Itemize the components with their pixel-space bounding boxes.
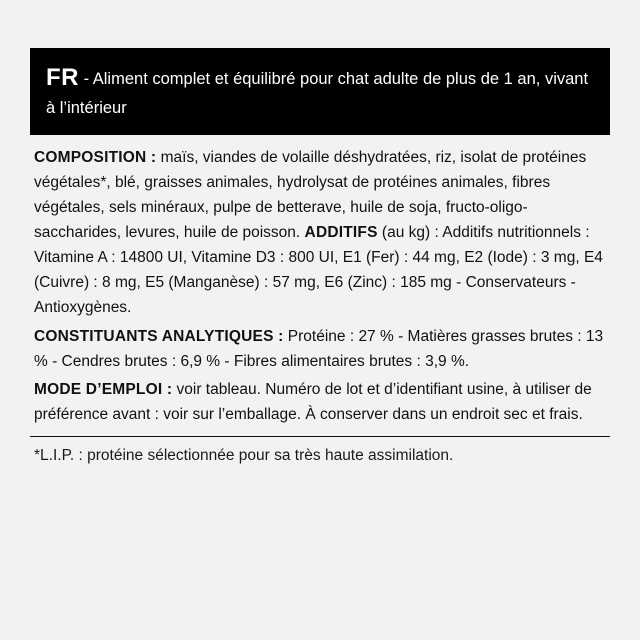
language-code: FR: [46, 64, 79, 91]
section-composition: [34, 145, 604, 321]
composition-heading: COMPOSITION :: [34, 148, 157, 166]
constituants-heading: CONSTITUANTS ANALYTIQUES :: [34, 327, 284, 345]
additifs-heading: ADDITIFS: [304, 224, 378, 242]
section-constituants-analytiques: [34, 324, 604, 374]
additifs-text: (au kg) : Additifs nutritionnels : Vitamine A : 14800 UI, Vitamine D3 : 800 UI, E1 (Fer) : 44 mg, E2 (Iode) : 3 mg, E4 (Cuivre) : 8 mg, E5 (Manganèse) : 57 mg, E6 (Zinc) : 185 mg - Conservateurs - Antioxygènes.: [34, 224, 603, 317]
mode-emploi-text: voir tableau. Numéro de lot et d’identifiant usine, à utiliser de préférence avant : voir sur l’emballage. À conserver dans un endroit sec et frais.: [34, 380, 592, 423]
language-header-bar: [30, 48, 610, 135]
footnote-divider: [30, 436, 610, 437]
label-body: [30, 135, 610, 427]
constituants-text: Protéine : 27 % - Matières grasses brutes : 13 % - Cendres brutes : 6,9 % - Fibres alimentaires brutes : 3,9 %.: [34, 327, 604, 370]
product-description: - Aliment complet et équilibré pour chat adulte de plus de 1 an, vivant à l’intérieur: [46, 70, 589, 117]
footnote-lip: *L.I.P. : protéine sélectionnée pour sa très haute assimilation.: [34, 446, 454, 464]
composition-text: maïs, viandes de volaille déshydratées, riz, isolat de protéines végétales*, blé, graisses animales, hydrolysat de protéines animales, fibres végétales, sels minéraux, pulpe de betterave, huile de soja, fructo-oligo-saccharides, levures, huile de poisson.: [34, 148, 587, 242]
section-mode-emploi: [34, 377, 604, 427]
mode-emploi-heading: MODE D’EMPLOI :: [34, 380, 173, 398]
